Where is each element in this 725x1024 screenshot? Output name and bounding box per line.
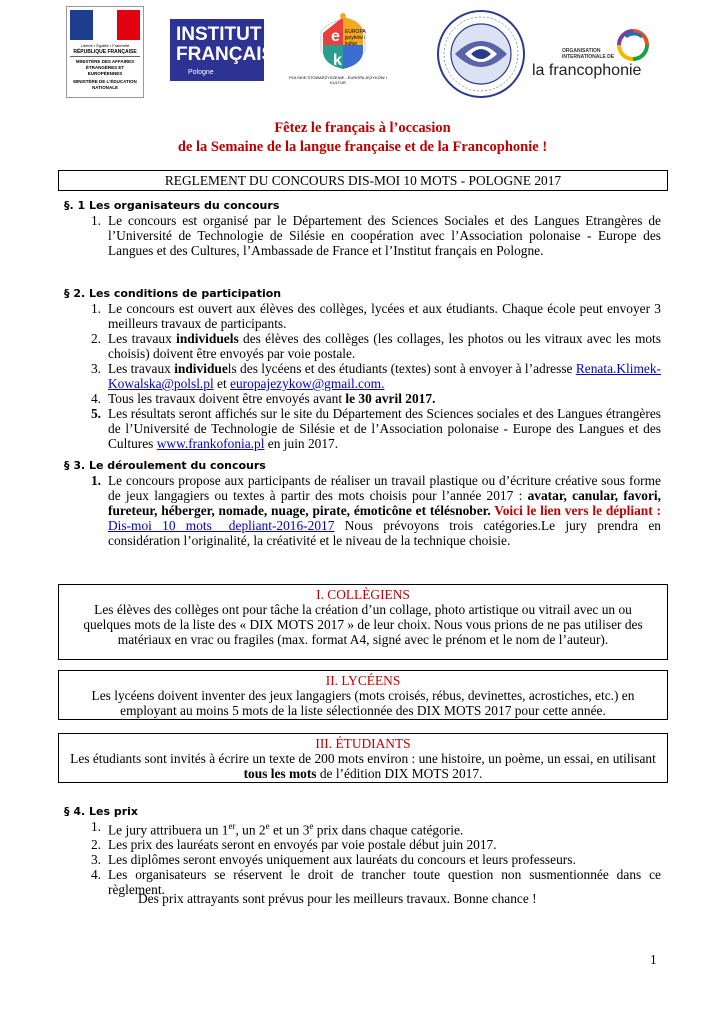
title-line2: de la Semaine de la langue française et de la Francophonie ! xyxy=(177,139,548,155)
list-item: 2. Les travaux individuels des élèves des collèges (les collages, les photos ou les vitraux avec les mots choisis) doivent être envoyés par voie postale. xyxy=(90,331,661,361)
list-item: 1. Le concours est ouvert aux élèves des collèges, lycées et aux étudiants. Chaque école peut envoyer 3 meilleurs travaux de participants. xyxy=(90,301,661,331)
svg-text:k: k xyxy=(333,52,342,69)
list-item: 2. Les prix des lauréats seront en envoyés par voie postale début juin 2017. xyxy=(90,837,497,853)
category-text: Les lycéens doivent inventer des jeux langagiers (mots croisés, rébus, devinettes, acrostiches, etc.) en employant au moins 5 mots de la liste sélectionnée des DIX MOTS 2017 pour cette année. xyxy=(91,688,635,718)
list-item: 4. Les organisateurs se réservent le droit de trancher toute question non susmentionnée dans ce règlement. xyxy=(90,867,661,898)
institut-line1: INSTITUT xyxy=(176,24,262,45)
closing-text: Des prix attrayants sont prévus pour les meilleurs travaux. Bonne chance ! xyxy=(138,891,537,906)
category-title: I. COLLÈGIENS xyxy=(316,587,410,602)
section1-title: §. 1 Les organisateurs du concours xyxy=(64,199,280,212)
section1-list xyxy=(81,213,661,258)
rules-title-box xyxy=(58,170,668,191)
institut-line3: Pologne xyxy=(188,69,214,76)
category-box-etudiants xyxy=(58,733,668,783)
rf-motto: Liberté • Égalité • Fraternité xyxy=(80,43,130,48)
rf-ministry-2: MINISTÈRE DE L'ÉDUCATION NATIONALE xyxy=(73,79,137,90)
rf-ministry-1: MINISTÈRE DES AFFAIRES ÉTRANGÈRES ET EUROPÉENNES xyxy=(75,59,135,76)
svg-text:e: e xyxy=(331,28,340,45)
depliant-link[interactable]: Dis-moi 10 mots_ depliant-2016-2017 xyxy=(108,518,335,533)
polsl-seal-logo xyxy=(435,8,527,100)
list-item: 3. Les travaux individuels des lycéens et des étudiants (textes) sont à envoyer à l’adresse Renata.Klimek-Kowalska@polsl.pl et europajezykow@gmail.com. xyxy=(90,361,661,391)
institut-line2: FRANÇAIS xyxy=(176,44,275,65)
rules-title: REGLEMENT DU CONCOURS DIS-MOI 10 MOTS - POLOGNE 2017 xyxy=(164,173,562,188)
list-item: 4. Tous les travaux doivent être envoyés avant le 30 avril 2017. xyxy=(90,391,436,406)
french-flag-icon xyxy=(70,10,140,40)
category-box-colleges xyxy=(58,584,668,660)
europa-logo xyxy=(285,13,391,83)
category-title: III. ÉTUDIANTS xyxy=(315,736,411,751)
list-item: 5. Les résultats seront affichés sur le site du Département des Sciences sociales et des Langues étrangères de l’Université de Technologie de Silésie et de l’Association polonaise - Europe des Langues et des Cultures www.frankofonia.pl en juin 2017. xyxy=(90,406,661,451)
page-number: 1 xyxy=(650,952,657,967)
title-line1: Fêtez le français à l’occasion xyxy=(274,120,451,136)
category-title: II. LYCÉENS xyxy=(325,673,401,688)
republique-francaise-logo xyxy=(66,6,144,98)
institut-francais-logo xyxy=(170,19,275,81)
francophonie-logo xyxy=(532,28,652,82)
francophonie-line2: la francophonie xyxy=(532,62,642,79)
section4-title: § 4. Les prix xyxy=(64,805,139,818)
section2-list xyxy=(81,301,661,451)
category-text: Les étudiants sont invités à écrire un texte de 200 mots environ : une histoire, un poème, un essai, en utilisant tous les mots de l’édition DIX MOTS 2017. xyxy=(70,751,656,781)
polsl-seal-icon xyxy=(435,8,527,100)
section3-title: § 3. Le déroulement du concours xyxy=(64,459,266,472)
europa-text: EUROPA języków i kultur xyxy=(345,29,366,47)
francophonie-line1: ORGANISATION INTERNATIONALE DE xyxy=(562,48,615,60)
rf-name: RÉPUBLIQUE FRANÇAISE xyxy=(70,49,140,57)
section2-title: § 2. Les conditions de participation xyxy=(64,287,282,300)
website-link[interactable]: www.frankofonia.pl xyxy=(156,436,265,451)
section3-list xyxy=(81,473,661,548)
category-text: Les élèves des collèges ont pour tâche la création d’un collage, photo artistique ou vitrail avec un ou quelques mots de la liste des « DIX MOTS 2017 » de leur choix. Nous vous prions de ne pas utiliser des matériaux en vrac ou fragiles (max. format A4, signé avec le prénom et le nom de l’auteur). xyxy=(83,602,643,647)
list-item: 1. Le jury attribuera un 1er, un 2e et un 3e prix dans chaque catégorie. xyxy=(90,819,464,838)
list-item: 3. Les diplômes seront envoyés uniquement aux lauréats du concours et leurs professeurs. xyxy=(90,852,576,868)
section4-list xyxy=(81,819,661,897)
email-link-2[interactable]: europajezykow@gmail.com. xyxy=(230,376,385,391)
email-link-1[interactable]: Renata.Klimek-Kowalska@polsl.pl xyxy=(108,361,661,391)
europa-caption: POLSKIE STOWARZYSZENIE - EUROPA JĘZYKÓW I KULTUR xyxy=(289,75,387,85)
list-item: 1. Le concours propose aux participants de réaliser un travail plastique ou d’écriture créative sous forme de jeux langagiers ou textes à partir des mots choisis pour l’année 2017 : avatar, canular, favori, fureteur, héberger, nomade, nuage, pirate, émoticône et télésnober. Voici le lien vers le dépliant : Dis-moi 10 mots_ depliant-2016-2017 Nous prévoyons trois catégories.Le jury prendra en considération l’originalité, la créativité et le niveau de la technique choisie. xyxy=(90,473,661,548)
list-item: 1. Le concours est organisé par le Département des Sciences Sociales et des Langues Etrangères de l’Université de Technologie de Silésie en coopération avec l’Association polonaise - Europe des Langues et des Cultures, l’Ambassade de France et l’Institut français en Pologne. xyxy=(90,213,661,258)
category-box-lycees xyxy=(58,670,668,720)
